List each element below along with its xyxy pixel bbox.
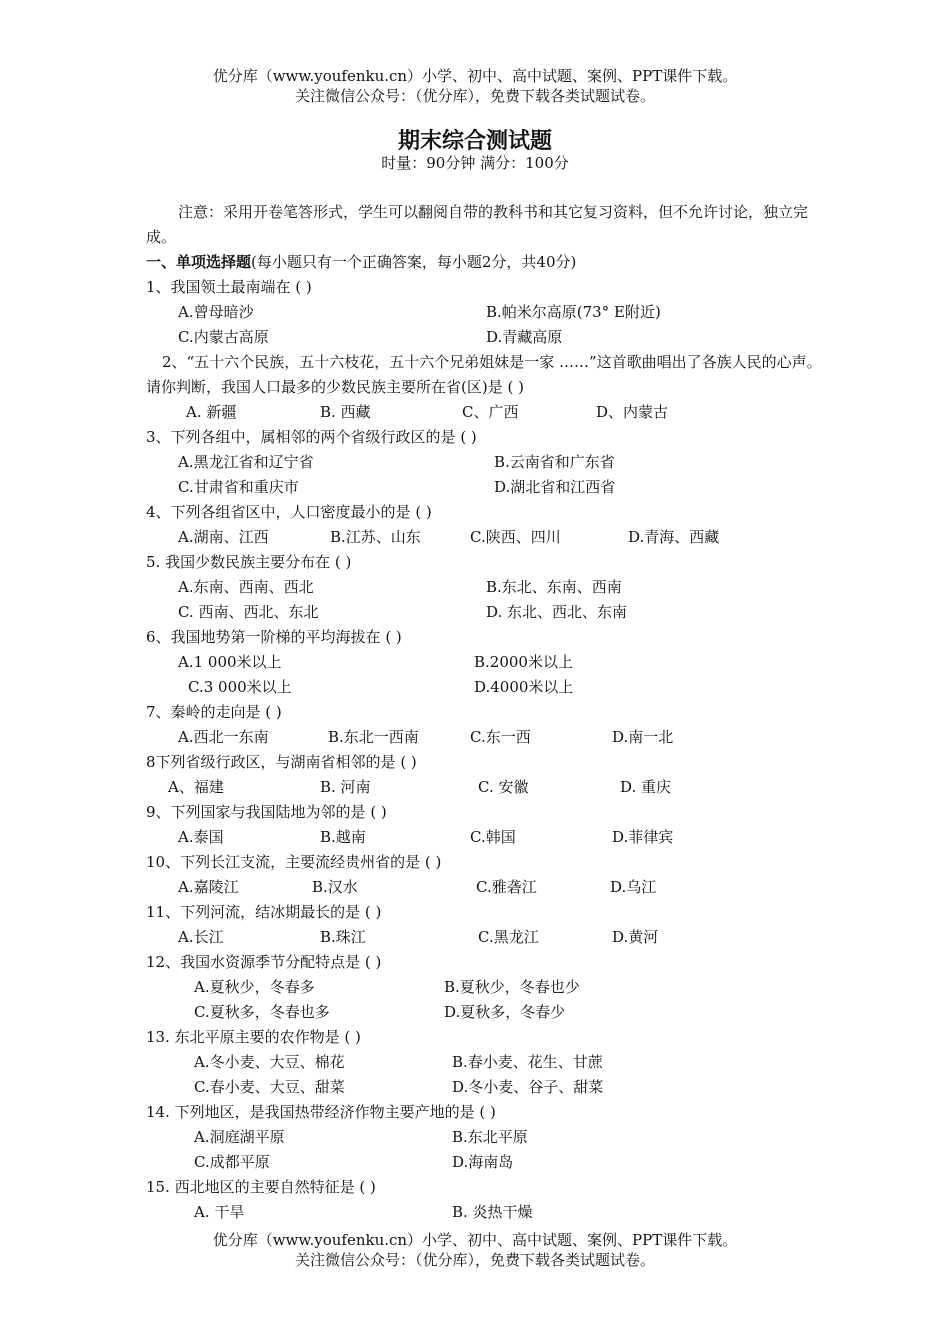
- question-stem: 4、下列各组省区中，人口密度最小的是 ( ): [146, 503, 432, 521]
- section-rule: (每小题只有一个正确答案，每小题2分，共40分): [251, 253, 577, 271]
- option: C.春小麦、大豆、甜菜: [194, 1078, 345, 1096]
- option: C.内蒙古高原: [178, 328, 269, 346]
- option-row: [146, 475, 826, 500]
- option: C. 安徽: [478, 778, 529, 796]
- question-stem: 12、我国水资源季节分配特点是 ( ): [146, 953, 382, 971]
- question-stem: 8下列省级行政区，与湖南省相邻的是 ( ): [146, 753, 417, 771]
- option: D.海南岛: [452, 1153, 514, 1171]
- exam-note: 注意：采用开卷笔答形式，学生可以翻阅自带的教科书和其它复习资料，但不允许讨论，独立完成。: [146, 203, 809, 246]
- option: C.陕西、四川: [470, 528, 561, 546]
- question-stem: 6、我国地势第一阶梯的平均海拔在 ( ): [146, 628, 402, 646]
- option: D.4000米以上: [474, 678, 574, 696]
- option: D.菲律宾: [612, 828, 674, 846]
- option: C.夏秋多，冬春也多: [194, 1003, 330, 1021]
- question-stem: 15. 西北地区的主要自然特征是 ( ): [146, 1178, 376, 1196]
- option: C.雅砻江: [476, 878, 537, 896]
- option: D.青海、西藏: [628, 528, 720, 546]
- option-row: [146, 575, 826, 600]
- option: B. 河南: [320, 778, 371, 796]
- option: C.东一西: [470, 728, 531, 746]
- option-row: [146, 1150, 826, 1175]
- option: C.甘肃省和重庆市: [178, 478, 299, 496]
- exam-title: 期末综合测试题: [397, 129, 552, 154]
- option-row: [146, 675, 826, 700]
- option: C.3 000米以上: [188, 678, 292, 696]
- section-title: 一、单项选择题: [146, 253, 252, 271]
- question-stem: 2、“五十六个民族，五十六枝花，五十六个兄弟姐妹是一家 ……”这首歌曲唱出了各族人民的心声。请你判断，我国人口最多的少数民族主要所在省(区)是 ( ): [146, 353, 822, 396]
- option-row: [146, 775, 826, 800]
- option: D.湖北省和江西省: [494, 478, 616, 496]
- option-row: [146, 450, 826, 475]
- option-row: [146, 825, 826, 850]
- option-row: [146, 1125, 826, 1150]
- option: B.越南: [320, 828, 366, 846]
- option: A. 干旱: [194, 1203, 245, 1221]
- option: B.东北、东南、西南: [486, 578, 622, 596]
- option: A.长江: [178, 928, 224, 946]
- option: C、广西: [462, 403, 519, 421]
- option-row: [146, 300, 826, 325]
- section-heading: [146, 250, 826, 275]
- exam-body: [146, 200, 826, 1225]
- option: D.南一北: [612, 728, 674, 746]
- option: D.青藏高原: [486, 328, 563, 346]
- option: D.黄河: [612, 928, 659, 946]
- header-line-2: 关注微信公众号：（优分库），免费下载各类试题试卷。: [294, 87, 655, 105]
- option: C.成都平原: [194, 1153, 270, 1171]
- option: A.西北一东南: [178, 728, 269, 746]
- option: B. 炎热干燥: [452, 1203, 533, 1221]
- page-header: [0, 66, 950, 106]
- option: B.东北一西南: [328, 728, 419, 746]
- question-stem: 11、下列河流，结冰期最长的是 ( ): [146, 903, 382, 921]
- option: A.东南、西南、西北: [178, 578, 314, 596]
- option: A.洞庭湖平原: [194, 1128, 285, 1146]
- option: D、内蒙古: [596, 403, 669, 421]
- option-row: [146, 600, 826, 625]
- option-row: [146, 400, 826, 425]
- option: C. 西南、西北、东北: [178, 603, 319, 621]
- question-stem: 1、我国领土最南端在 ( ): [146, 278, 312, 296]
- option: A、福建: [168, 778, 224, 796]
- option: D.冬小麦、谷子、甜菜: [452, 1078, 604, 1096]
- option: B.东北平原: [452, 1128, 528, 1146]
- option: A.黑龙江省和辽宁省: [178, 453, 314, 471]
- option: D.乌江: [610, 878, 657, 896]
- question-stem: 10、下列长江支流，主要流经贵州省的是 ( ): [146, 853, 442, 871]
- page-footer: [0, 1230, 950, 1270]
- question-stem: 7、秦岭的走向是 ( ): [146, 703, 282, 721]
- option: A.湖南、江西: [178, 528, 269, 546]
- option-row: [146, 875, 826, 900]
- option: A.泰国: [178, 828, 224, 846]
- option-row: [146, 650, 826, 675]
- footer-line-2: 关注微信公众号：（优分库），免费下载各类试题试卷。: [294, 1251, 655, 1269]
- option-row: [146, 975, 826, 1000]
- option: C.韩国: [470, 828, 516, 846]
- option: D.夏秋多，冬春少: [444, 1003, 566, 1021]
- question-stem: 3、下列各组中，属相邻的两个省级行政区的是 ( ): [146, 428, 477, 446]
- option: A.冬小麦、大豆、棉花: [194, 1053, 345, 1071]
- option: A.1 000米以上: [178, 653, 282, 671]
- option: B.云南省和广东省: [494, 453, 615, 471]
- question-stem: 14. 下列地区，是我国热带经济作物主要产地的是 ( ): [146, 1103, 496, 1121]
- option-row: [146, 525, 826, 550]
- question-stem: 5. 我国少数民族主要分布在 ( ): [146, 553, 352, 571]
- option: B.帕米尔高原(73° E附近): [486, 303, 661, 321]
- option: A.曾母暗沙: [178, 303, 254, 321]
- option: B.2000米以上: [474, 653, 573, 671]
- option: B.江苏、山东: [330, 528, 421, 546]
- option-row: [146, 1075, 826, 1100]
- option: D. 东北、西北、东南: [486, 603, 628, 621]
- exam-subtitle: 时量：90分钟 满分：100分: [381, 154, 569, 172]
- option: A.夏秋少，冬春多: [194, 978, 315, 996]
- header-line-1: 优分库（www.youfenku.cn）小学、初中、高中试题、案例、PPT课件下载。: [212, 67, 738, 85]
- option: B. 西藏: [320, 403, 371, 421]
- option: C.黑龙江: [478, 928, 539, 946]
- option: D. 重庆: [620, 778, 672, 796]
- option-row: [146, 725, 826, 750]
- option: A. 新疆: [186, 403, 237, 421]
- option: B.汉水: [312, 878, 358, 896]
- option: B.夏秋少，冬春也少: [444, 978, 580, 996]
- option: A.嘉陵江: [178, 878, 239, 896]
- question-stem: 9、下列国家与我国陆地为邻的是 ( ): [146, 803, 387, 821]
- question-stem: 13. 东北平原主要的农作物是 ( ): [146, 1028, 361, 1046]
- option-row: [146, 1000, 826, 1025]
- option: B.珠江: [320, 928, 366, 946]
- option-row: [146, 925, 826, 950]
- option: B.春小麦、花生、甘蔗: [452, 1053, 603, 1071]
- option-row: [146, 1200, 826, 1225]
- option-row: [146, 325, 826, 350]
- footer-line-1: 优分库（www.youfenku.cn）小学、初中、高中试题、案例、PPT课件下载。: [212, 1231, 738, 1249]
- option-row: [146, 1050, 826, 1075]
